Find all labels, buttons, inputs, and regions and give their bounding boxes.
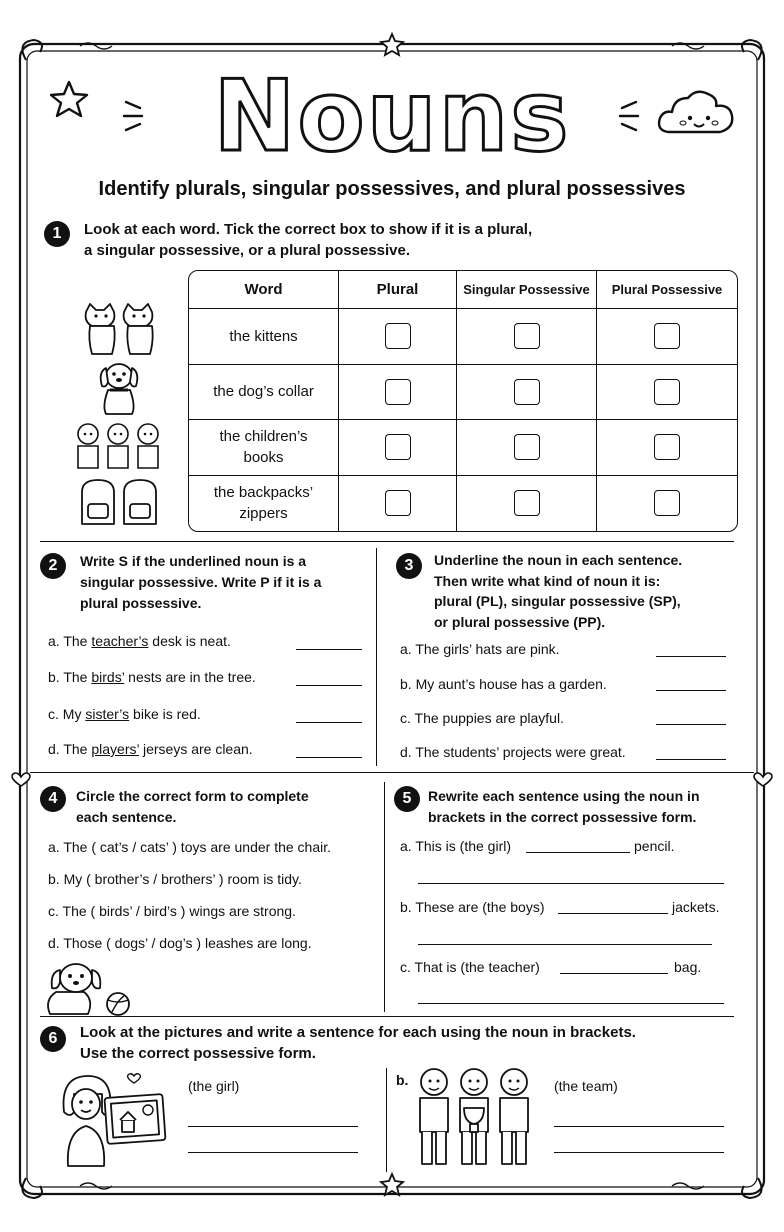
section-2-item-a [48, 632, 231, 650]
table-row [189, 420, 737, 476]
item-letter: a. [48, 839, 60, 855]
checkbox-plural-possessive[interactable] [654, 323, 680, 349]
checkbox-plural[interactable] [385, 434, 411, 460]
rewrite-line[interactable] [418, 944, 712, 945]
checkbox-singular-possessive[interactable] [514, 379, 540, 405]
page-subtitle: Identify plurals, singular possessives, and plural possessives [98, 178, 686, 200]
right-prompt: (the team) [554, 1078, 618, 1094]
section-2-instruction-line: Write S if the underlined noun is a [80, 553, 307, 569]
section-4-item-d [48, 934, 312, 952]
checkbox-plural[interactable] [385, 490, 411, 516]
item-letter: a. [400, 641, 412, 657]
item-text: These are (the boys) [415, 899, 545, 915]
word-text: the kittens [229, 327, 298, 345]
word-text: the backpacks’ [213, 484, 314, 502]
section-5-instruction [428, 786, 700, 828]
table-row [189, 476, 737, 532]
page-title: Nouns [213, 60, 571, 174]
section-4-instruction-line: Circle the correct form to complete [76, 788, 309, 804]
item-letter: c. [48, 903, 59, 919]
underlined-noun: teacher’s [91, 633, 149, 649]
section-5-item-a-end: pencil. [634, 838, 675, 854]
answer-blank[interactable] [560, 973, 668, 974]
sentence-line[interactable] [188, 1152, 358, 1153]
section-5-item-c [400, 958, 540, 976]
answer-blank[interactable] [296, 722, 362, 723]
section-3-number: 3 [396, 553, 422, 579]
answer-blank[interactable] [526, 852, 630, 853]
section-2-instruction [80, 551, 321, 614]
word-text-cont: books [243, 449, 284, 467]
border-star-top-icon [381, 34, 403, 55]
item-letter: c. [400, 710, 411, 726]
item-text: jerseys are clean. [139, 741, 253, 757]
item-letter: b. [400, 899, 412, 915]
divider [30, 772, 754, 773]
item-text[interactable]: My ( brother’s / brothers’ ) room is tidy. [63, 871, 302, 887]
sentence-line[interactable] [554, 1152, 724, 1153]
section-5-item-b [400, 898, 545, 916]
word-cell [189, 476, 339, 532]
divider [384, 782, 385, 1012]
item-text: The [63, 633, 92, 649]
section-5-item-b-end: jackets. [672, 899, 720, 915]
item-letter: a. [48, 633, 60, 649]
word-text-cont: zippers [239, 505, 288, 523]
section-3-item-c [400, 709, 564, 727]
answer-blank[interactable] [656, 690, 726, 691]
table-row [189, 309, 737, 365]
item-text: My aunt’s house has a garden. [415, 676, 607, 692]
section-6-instruction-line: Look at the pictures and write a sentence for each using the noun in brackets. [80, 1024, 636, 1041]
answer-blank[interactable] [296, 649, 362, 650]
header-singular-possessive: Singular Possessive [457, 271, 597, 309]
word-text: the children’s [219, 428, 308, 446]
rewrite-line[interactable] [418, 1003, 724, 1004]
word-cell [189, 365, 339, 421]
divider [40, 541, 734, 542]
underlined-noun: sister’s [85, 706, 130, 722]
section-2-item-d [48, 740, 253, 758]
answer-blank[interactable] [558, 913, 668, 914]
answer-blank[interactable] [296, 757, 362, 758]
checkbox-singular-possessive[interactable] [514, 434, 540, 460]
sentence-line[interactable] [188, 1126, 358, 1127]
header-plural: Plural [339, 271, 457, 309]
section-1-instruction-line: a singular possessive, or a plural possessive. [84, 242, 410, 259]
word-cell [189, 309, 339, 365]
section-2-instruction-line: singular possessive. Write P if it is a [80, 574, 322, 590]
word-cell [189, 420, 339, 476]
border-star-bottom-icon [381, 1174, 403, 1195]
rewrite-line[interactable] [418, 883, 724, 884]
item-text: The students’ projects were great. [415, 744, 626, 760]
star-icon [46, 78, 92, 124]
section-3-instruction [434, 550, 682, 632]
section-3-instruction-line: Underline the noun in each sentence. [434, 552, 683, 568]
section-4-item-c [48, 902, 296, 920]
checkbox-plural-possessive[interactable] [654, 379, 680, 405]
section-6-number: 6 [40, 1026, 66, 1052]
item-letter: c. [400, 959, 411, 975]
checkbox-plural-possessive[interactable] [654, 490, 680, 516]
title-block [150, 62, 634, 172]
item-letter: a. [400, 838, 412, 854]
section-3-instruction-line: or plural possessive (PP). [434, 613, 606, 630]
section-4-instruction [76, 786, 309, 828]
section-5-item-c-end: bag. [674, 959, 702, 975]
section-3-item-a [400, 640, 560, 658]
puppy-with-ball-icon [42, 956, 134, 1018]
item-letter: b. [400, 676, 412, 692]
section-5-number: 5 [394, 786, 420, 812]
item-letter: d. [48, 935, 60, 951]
section-1-instruction [84, 219, 532, 261]
section-2-item-c [48, 705, 201, 723]
item-text[interactable]: The ( birds’ / bird’s ) wings are strong. [62, 903, 296, 919]
section-5-instruction-line: brackets in the correct possessive form. [428, 809, 697, 825]
team-with-trophy-icon [412, 1064, 534, 1168]
section-1-instruction-line: Look at each word. Tick the correct box to show if it is a plural, [84, 221, 533, 238]
section-5-instruction-line: Rewrite each sentence using the noun in [428, 788, 700, 804]
item-text: That is (the teacher) [414, 959, 540, 975]
checkbox-plural-possessive[interactable] [654, 434, 680, 460]
section-2-number: 2 [40, 553, 66, 579]
item-letter: d. [48, 741, 60, 757]
section-2-item-b [48, 668, 256, 686]
answer-blank[interactable] [656, 759, 726, 760]
section-6-instruction [80, 1022, 636, 1064]
answer-blank[interactable] [296, 685, 362, 686]
section-4-number: 4 [40, 786, 66, 812]
backpacks-icon [78, 478, 162, 528]
children-icon [72, 420, 164, 472]
item-text[interactable]: Those ( dogs’ / dog’s ) leashes are long. [63, 935, 312, 951]
sentence-line[interactable] [554, 1126, 724, 1127]
section-3-item-d [400, 743, 626, 761]
kittens-icon [80, 302, 160, 358]
answer-blank[interactable] [656, 724, 726, 725]
item-letter: d. [400, 744, 412, 760]
section-2-instruction-line: plural possessive. [80, 595, 202, 611]
section-5-item-a [400, 837, 511, 855]
item-text: This is (the girl) [415, 838, 512, 854]
section-6-instruction-line: Use the correct possessive form. [80, 1045, 316, 1062]
answer-blank[interactable] [656, 656, 726, 657]
underlined-noun: birds’ [91, 669, 125, 685]
item-text: The [63, 741, 92, 757]
girl-with-drawing-icon [56, 1072, 174, 1168]
right-letter: b. [396, 1072, 409, 1088]
item-text: desk is neat. [148, 633, 231, 649]
item-text: The girls’ hats are pink. [415, 641, 560, 657]
checkbox-singular-possessive[interactable] [514, 323, 540, 349]
section-3-instruction-line: Then write what kind of noun it is: [434, 572, 661, 589]
checkbox-plural[interactable] [385, 379, 411, 405]
word-text: the dog’s collar [213, 383, 314, 401]
divider [376, 548, 377, 766]
section-3-instruction-line: plural (PL), singular possessive (SP), [434, 593, 681, 609]
checkbox-plural[interactable] [385, 323, 411, 349]
item-letter: b. [48, 871, 60, 887]
item-text[interactable]: The ( cat’s / cats’ ) toys are under the chair. [63, 839, 332, 855]
item-text: bike is red. [129, 706, 201, 722]
underlined-noun: players’ [91, 741, 140, 757]
header-word: Word [189, 271, 339, 309]
left-prompt: (the girl) [188, 1078, 240, 1094]
smiling-cloud-icon [656, 86, 742, 142]
header-plural-possessive: Plural Possessive [597, 271, 737, 309]
item-text: nests are in the tree. [124, 669, 256, 685]
item-text: The [63, 669, 92, 685]
item-letter: b. [48, 669, 60, 685]
checkbox-singular-possessive[interactable] [514, 490, 540, 516]
divider [40, 1016, 734, 1017]
table-row [189, 365, 737, 421]
word-classification-table [188, 270, 738, 532]
section-4-instruction-line: each sentence. [76, 809, 177, 825]
sparkle-lines-left-icon [122, 96, 152, 136]
item-text: The puppies are playful. [414, 710, 564, 726]
section-3-item-b [400, 675, 607, 693]
divider [386, 1068, 387, 1172]
dog-icon [96, 360, 142, 416]
section-4-item-a [48, 838, 331, 856]
section-4-item-b [48, 870, 302, 888]
section-1-number: 1 [44, 221, 70, 247]
item-letter: c. [48, 706, 59, 722]
item-text: My [62, 706, 86, 722]
